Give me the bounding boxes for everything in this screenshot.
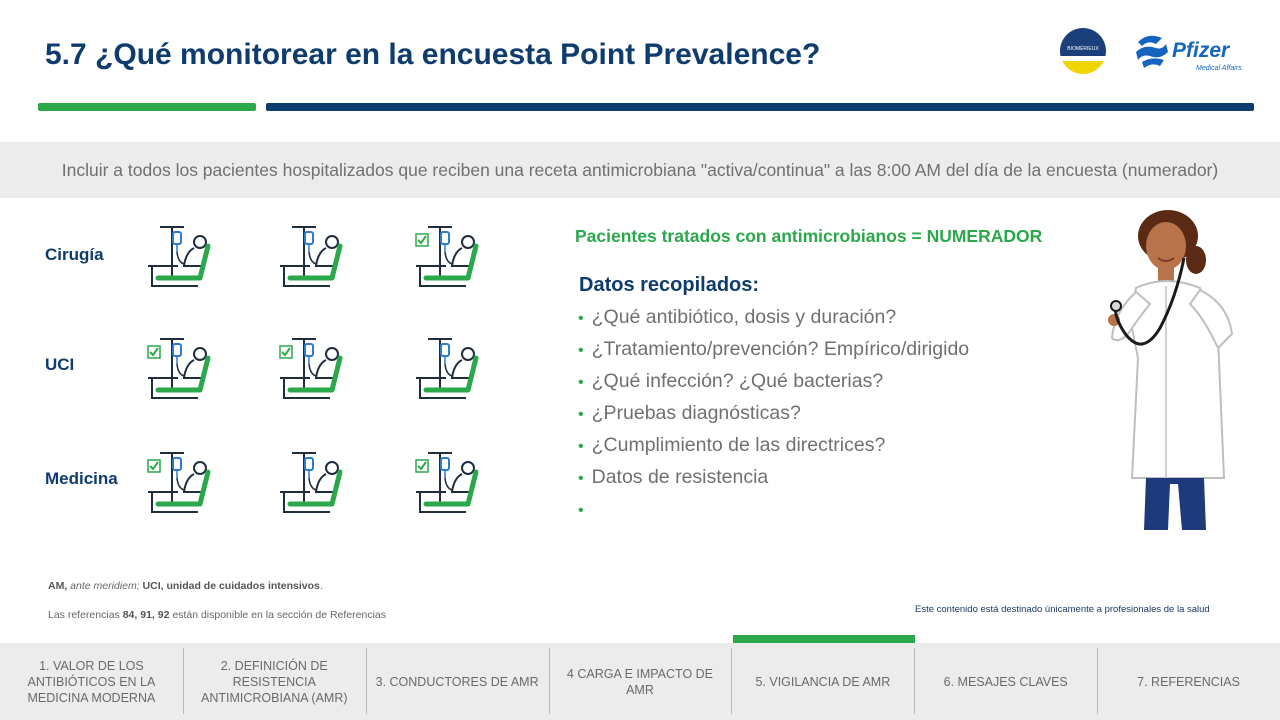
bullet-icon: •	[578, 502, 584, 519]
patient-iv-bed-icon	[276, 222, 348, 294]
patient-iv-bed-icon	[412, 448, 484, 520]
list-item: • Datos de resistencia	[578, 466, 769, 488]
active-section-indicator	[733, 635, 915, 643]
list-item: • ¿Cumplimiento de las directrices?	[578, 434, 886, 456]
nav-item-4[interactable]	[549, 643, 732, 720]
nav-item-label: 2. DEFINICIÓN DE RESISTENCIA ANTIMICROBIANA (AMR)	[200, 658, 348, 705]
nav-item-label: 7. REFERENCIAS	[1137, 674, 1240, 689]
pfizer-logo	[1132, 30, 1254, 76]
list-item	[578, 498, 969, 530]
nav-divider	[1097, 648, 1098, 714]
info-banner-text: Incluir a todos los pacientes hospitalizados que reciben una receta antimicrobiana "activa/continua" a las 8:00 AM del día de la encuesta (numerador)	[61, 160, 1219, 180]
list-item: • ¿Qué antibiótico, dosis y duración?	[578, 306, 897, 328]
nav-item-6[interactable]	[914, 643, 1097, 720]
bullet-icon: •	[578, 438, 584, 455]
patient-iv-bed-icon	[412, 334, 484, 406]
biomerieux-logo	[1060, 28, 1106, 74]
patient-iv-bed-icon	[144, 222, 216, 294]
numerator-formula: Pacientes tratados con antimicrobianos = NUMERADOR	[575, 226, 1043, 246]
references-footnote: Las referencias 84, 91, 92 están disponible en la sección de Referencias	[48, 609, 386, 621]
nav-divider	[731, 648, 732, 714]
row-label-uci: UCI	[45, 355, 75, 374]
nav-divider	[183, 648, 184, 714]
pfizer-subtitle: Medical Affairs	[1196, 65, 1242, 72]
nav-item-2[interactable]	[183, 643, 366, 720]
nav-item-label: 3. CONDUCTORES DE AMR	[375, 674, 539, 689]
list-item: • ¿Tratamiento/prevención? Empírico/dirigido	[578, 338, 970, 360]
title-underline	[266, 103, 1254, 111]
collected-data-title: Datos recopilados:	[579, 274, 760, 296]
patient-iv-bed-icon	[412, 222, 484, 294]
abbreviations-footnote: AM, ante meridiem; UCI, unidad de cuidados intensivos.	[48, 580, 323, 592]
patient-iv-bed-icon	[276, 334, 348, 406]
nav-item-5[interactable]	[731, 643, 914, 720]
bullet-icon: •	[578, 310, 584, 327]
patient-iv-bed-icon	[144, 448, 216, 520]
bullet-icon: •	[578, 470, 584, 487]
pfizer-logo-text: Pfizer	[1172, 39, 1230, 62]
page-title: 5.7 ¿Qué monitorear en la encuesta Point Prevalence?	[45, 38, 821, 71]
nav-item-3[interactable]	[366, 643, 549, 720]
nav-item-label: 4 CARGA E IMPACTO DE AMR	[566, 666, 714, 697]
nav-divider	[549, 648, 550, 714]
bullet-icon: •	[578, 406, 584, 423]
hcp-disclaimer: Este contenido está destinado únicamente a profesionales de la salud	[915, 604, 1210, 615]
nav-item-7[interactable]	[1097, 643, 1280, 720]
nav-item-label: 6. MESAJES CLAVES	[943, 674, 1068, 689]
doctor-illustration	[1100, 208, 1250, 538]
nav-item-label: 5. VIGILANCIA DE AMR	[755, 674, 891, 689]
bullet-icon: •	[578, 342, 584, 359]
list-item: • ¿Qué infección? ¿Qué bacterias?	[578, 370, 884, 392]
nav-divider	[366, 648, 367, 714]
nav-item-1[interactable]	[0, 643, 183, 720]
row-label-medicina: Medicina	[45, 469, 118, 488]
bullet-icon: •	[578, 374, 584, 391]
collected-data-list	[578, 306, 969, 530]
nav-divider	[914, 648, 915, 714]
list-item: • ¿Pruebas diagnósticas?	[578, 402, 801, 424]
row-label-cirugia: Cirugía	[45, 245, 104, 264]
title-underline-accent	[38, 103, 256, 111]
patient-iv-bed-icon	[276, 448, 348, 520]
nav-item-label: 1. VALOR DE LOS ANTIBIÓTICOS EN LA MEDICINA MODERNA	[27, 658, 156, 705]
biomerieux-logo-text: BIOMÉRIEUX	[1067, 46, 1099, 52]
patient-iv-bed-icon	[144, 334, 216, 406]
